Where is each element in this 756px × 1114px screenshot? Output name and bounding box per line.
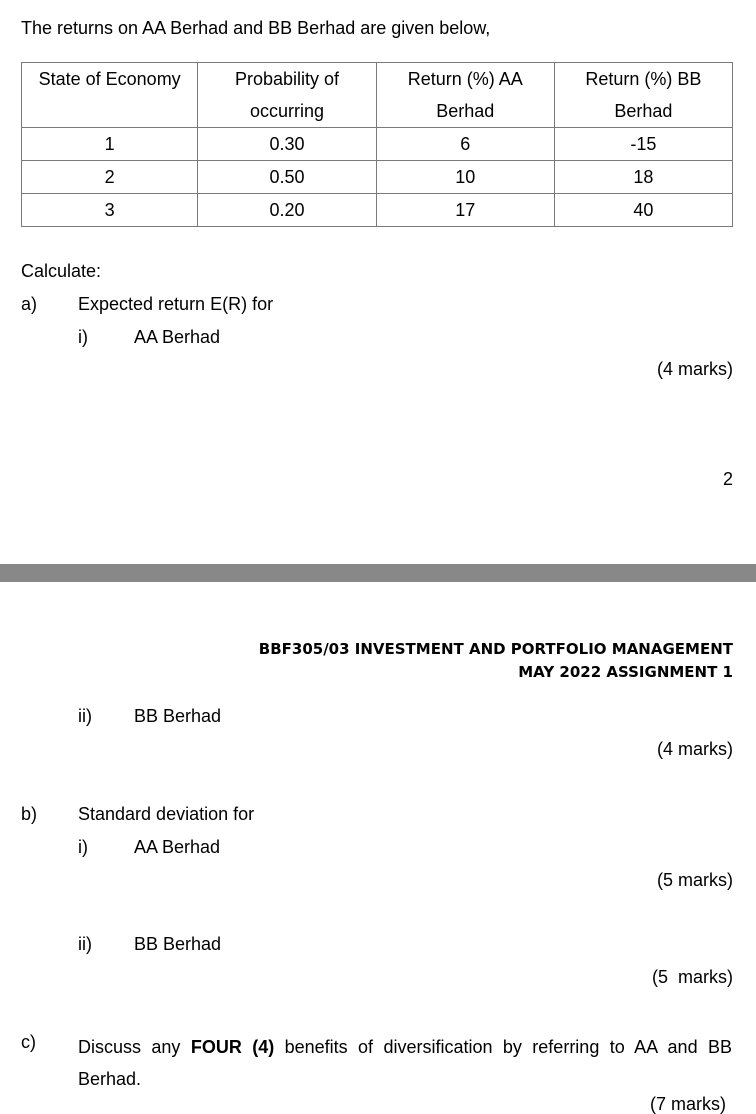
- table-header-row: [22, 63, 733, 128]
- question-a-ii-label: ii): [78, 706, 92, 726]
- header-probability: Probability of occurring: [198, 63, 376, 128]
- returns-table: [21, 62, 733, 227]
- table-cell: 2: [22, 161, 198, 194]
- emphasis-four: FOUR (4): [190, 1037, 275, 1057]
- table-cell: 6: [376, 128, 554, 161]
- question-c-label: c): [21, 1032, 36, 1052]
- table-row: [22, 161, 733, 194]
- table-cell: 0.30: [198, 128, 376, 161]
- question-b-label: b): [21, 804, 38, 824]
- question-b-ii-marks: (5 marks): [652, 967, 733, 987]
- question-b-text: Standard deviation for: [78, 804, 255, 824]
- question-a-i-text: AA Berhad: [134, 327, 221, 347]
- calculate-label: Calculate:: [21, 261, 102, 281]
- question-a-label: a): [21, 294, 38, 314]
- question-a-i-marks: (4 marks): [657, 359, 733, 379]
- question-c-marks-cutoff: (7 marks): [650, 1094, 726, 1114]
- question-b-ii-label: ii): [78, 934, 92, 954]
- question-a-ii-marks: (4 marks): [657, 739, 733, 759]
- table-row: [22, 128, 733, 161]
- intro-text: The returns on AA Berhad and BB Berhad are given below,: [21, 18, 491, 38]
- table-cell: 10: [376, 161, 554, 194]
- table-cell: 1: [22, 128, 198, 161]
- course-header-line2: MAY 2022 ASSIGNMENT 1: [518, 663, 733, 681]
- table-cell: 40: [554, 194, 732, 227]
- table-cell: -15: [554, 128, 732, 161]
- question-b-i-text: AA Berhad: [134, 837, 221, 857]
- table-cell: 0.20: [198, 194, 376, 227]
- question-c-text: Discuss any FOUR (4) benefits of diversification by referring to AA and BB Berhad.: [78, 1037, 732, 1089]
- question-b-ii-text: BB Berhad: [134, 934, 222, 954]
- table-row: [22, 194, 733, 227]
- question-a-text: Expected return E(R) for: [78, 294, 274, 314]
- question-b-i-label: i): [78, 837, 88, 857]
- header-return-bb: Return (%) BB Berhad: [554, 63, 732, 128]
- table-cell: 17: [376, 194, 554, 227]
- header-return-aa: Return (%) AA Berhad: [376, 63, 554, 128]
- table-cell: 3: [22, 194, 198, 227]
- page-number: 2: [722, 469, 733, 489]
- course-header-line1: BBF305/03 INVESTMENT AND PORTFOLIO MANAGEMENT: [258, 640, 733, 658]
- question-a-i-label: i): [78, 327, 88, 347]
- question-a-ii-text: BB Berhad: [134, 706, 222, 726]
- table-cell: 0.50: [198, 161, 376, 194]
- page-divider: [0, 564, 756, 582]
- table-cell: 18: [554, 161, 732, 194]
- header-state: State of Economy: [22, 63, 198, 128]
- question-b-i-marks: (5 marks): [657, 870, 733, 890]
